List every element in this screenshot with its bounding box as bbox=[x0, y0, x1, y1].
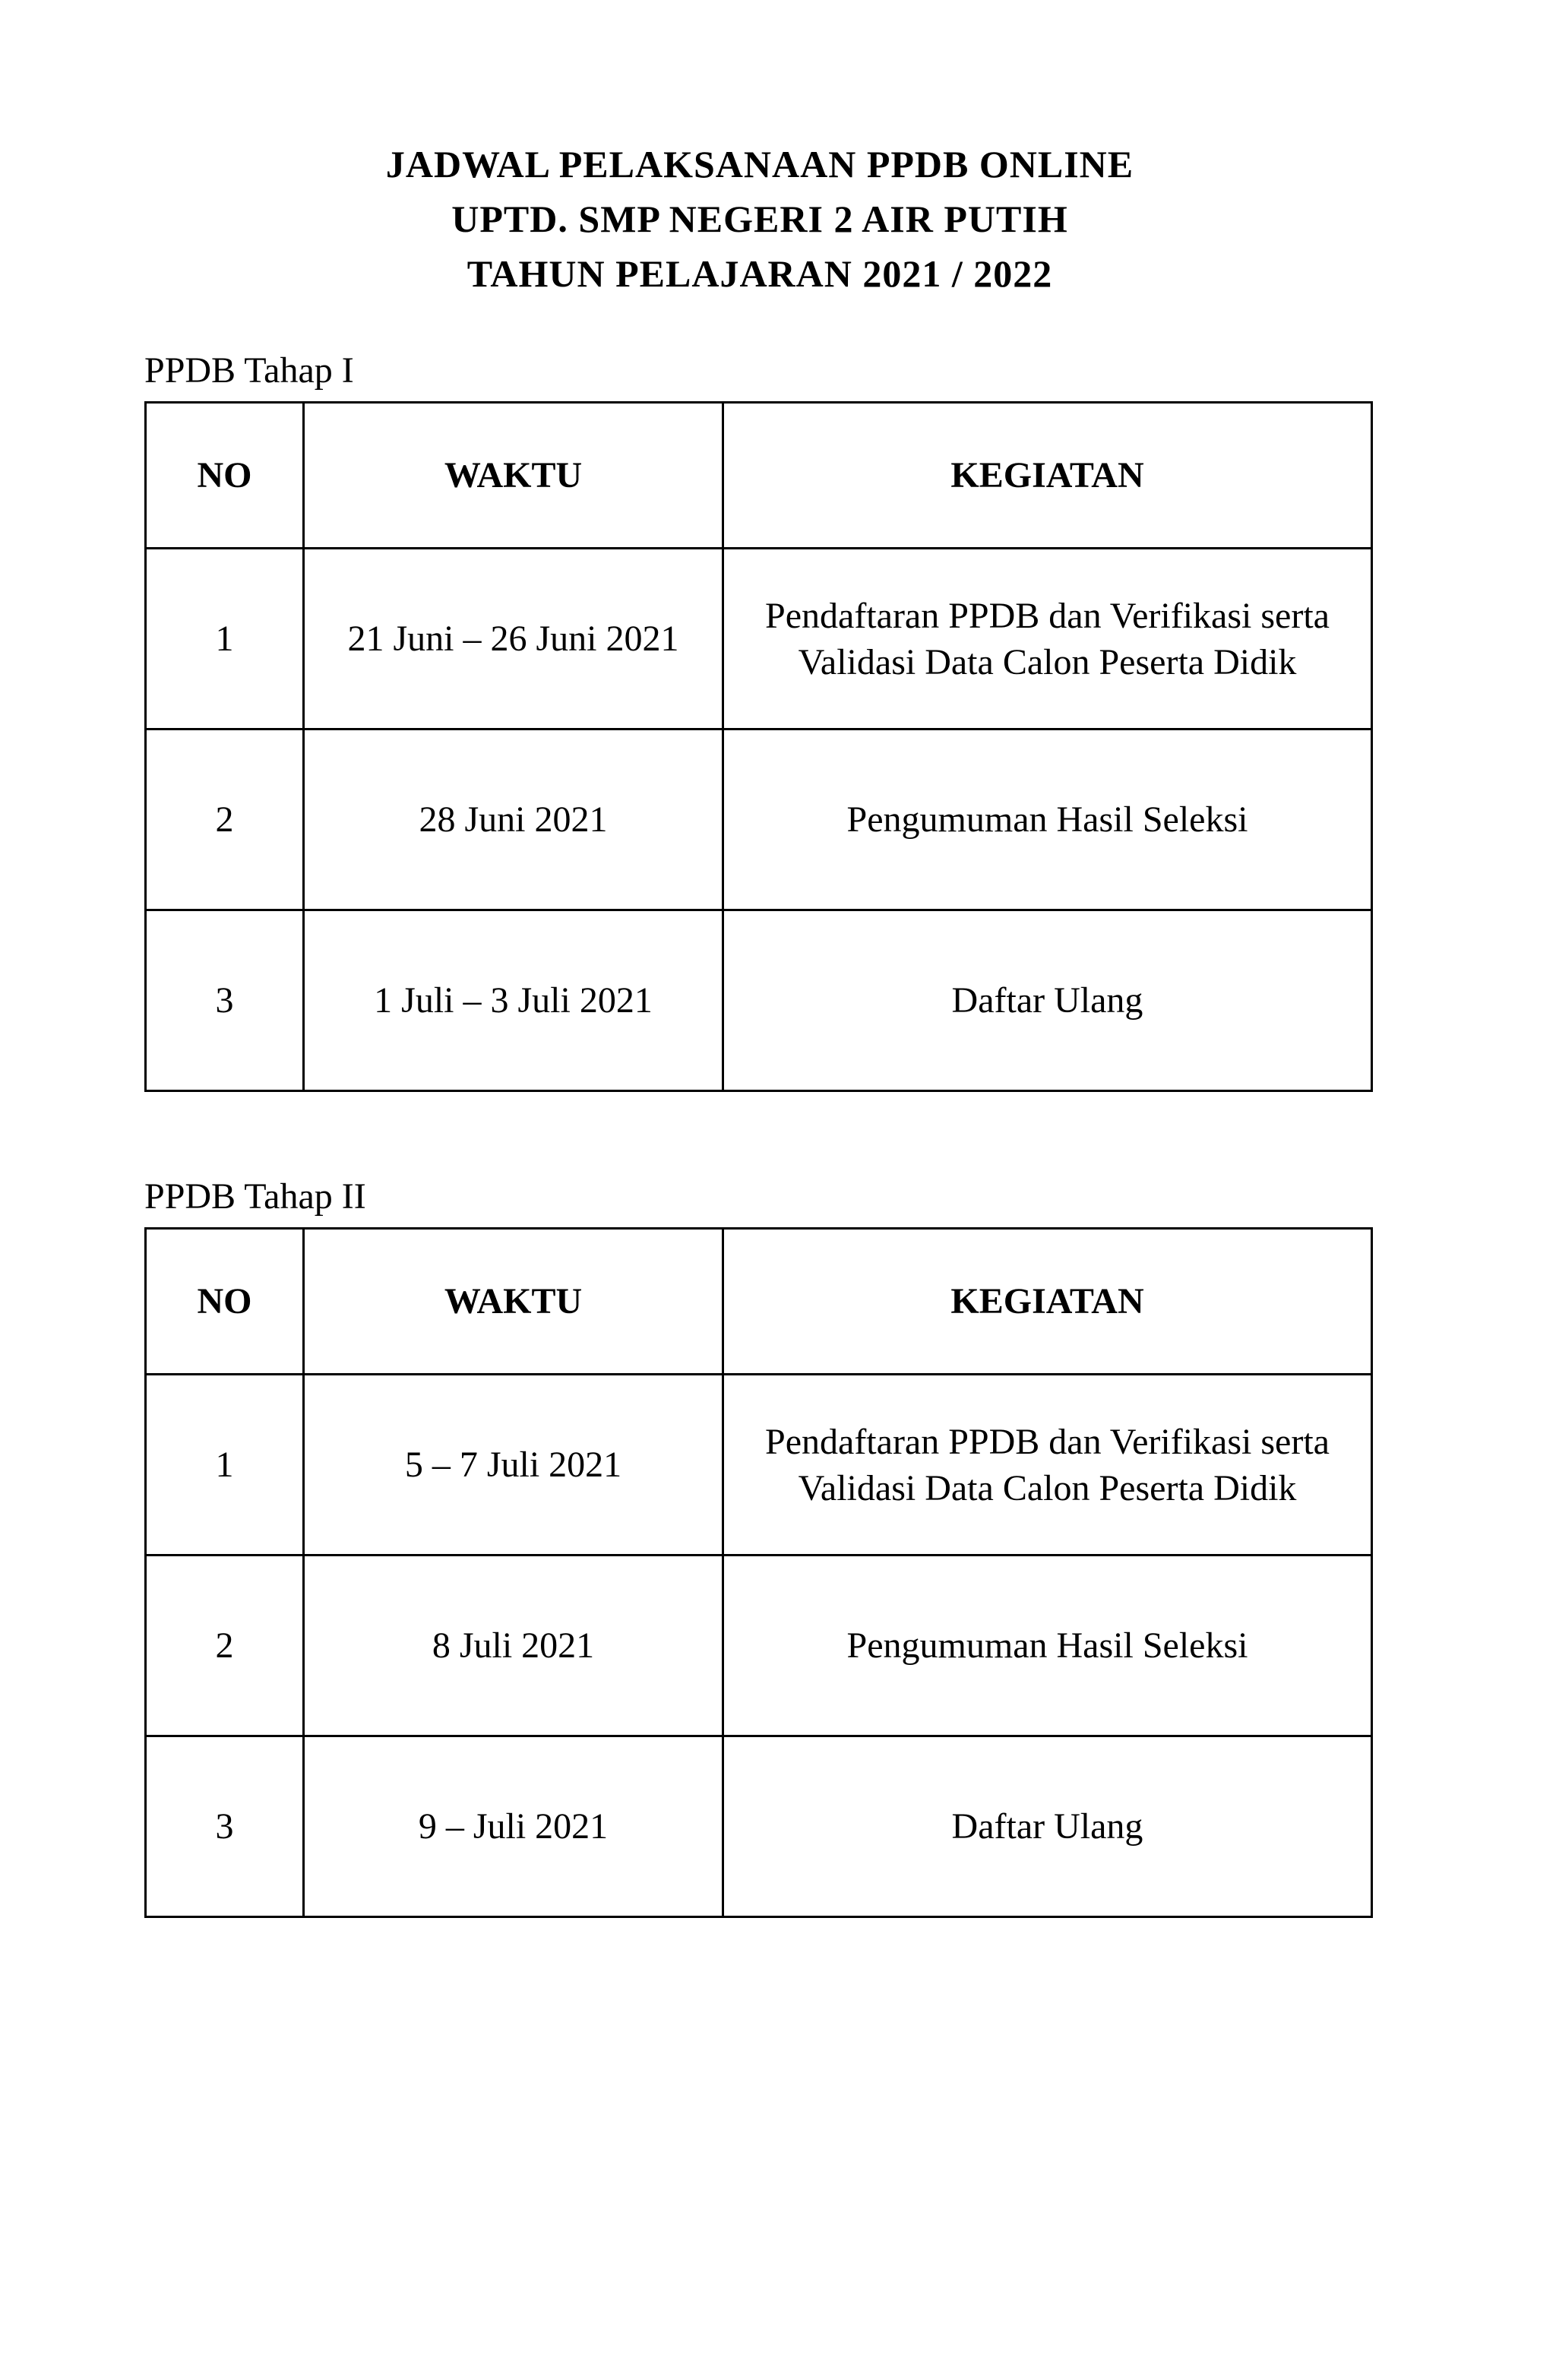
cell-kegiatan: Pengumuman Hasil Seleksi bbox=[723, 1556, 1372, 1736]
cell-waktu: 21 Juni – 26 Juni 2021 bbox=[304, 549, 723, 730]
tahap1-label: PPDB Tahap I bbox=[144, 350, 354, 391]
table-row bbox=[146, 549, 1372, 730]
cell-no: 2 bbox=[146, 1556, 304, 1736]
header-waktu: WAKTU bbox=[304, 403, 723, 549]
cell-waktu: 9 – Juli 2021 bbox=[304, 1736, 723, 1917]
cell-no: 3 bbox=[146, 910, 304, 1091]
table-row bbox=[146, 1556, 1372, 1736]
header-no: NO bbox=[146, 403, 304, 549]
tahap2-table bbox=[144, 1227, 1373, 1918]
cell-kegiatan: Daftar Ulang bbox=[723, 910, 1372, 1091]
title-line-3: TAHUN PELAJARAN 2021 / 2022 bbox=[466, 252, 1053, 295]
title-line-2: UPTD. SMP NEGERI 2 AIR PUTIH bbox=[451, 198, 1068, 240]
cell-no: 3 bbox=[146, 1736, 304, 1917]
cell-waktu: 5 – 7 Juli 2021 bbox=[304, 1375, 723, 1556]
cell-waktu: 8 Juli 2021 bbox=[304, 1556, 723, 1736]
cell-no: 1 bbox=[146, 549, 304, 730]
cell-kegiatan: Pendaftaran PPDB dan Verifikasi serta Validasi Data Calon Peserta Didik bbox=[723, 1375, 1372, 1556]
cell-waktu: 1 Juli – 3 Juli 2021 bbox=[304, 910, 723, 1091]
table-row bbox=[146, 730, 1372, 910]
table-header-row bbox=[146, 403, 1372, 549]
cell-waktu: 28 Juni 2021 bbox=[304, 730, 723, 910]
header-kegiatan: KEGIATAN bbox=[723, 403, 1372, 549]
table-row bbox=[146, 910, 1372, 1091]
table-row bbox=[146, 1375, 1372, 1556]
cell-no: 2 bbox=[146, 730, 304, 910]
header-no: NO bbox=[146, 1229, 304, 1375]
document-title bbox=[0, 137, 1520, 301]
table-row bbox=[146, 1736, 1372, 1917]
header-waktu: WAKTU bbox=[304, 1229, 723, 1375]
header-kegiatan: KEGIATAN bbox=[723, 1229, 1372, 1375]
cell-no: 1 bbox=[146, 1375, 304, 1556]
tahap1-table bbox=[144, 401, 1373, 1092]
tahap2-label: PPDB Tahap II bbox=[144, 1176, 366, 1217]
cell-kegiatan: Pendaftaran PPDB dan Verifikasi serta Validasi Data Calon Peserta Didik bbox=[723, 549, 1372, 730]
table-header-row bbox=[146, 1229, 1372, 1375]
cell-kegiatan: Pengumuman Hasil Seleksi bbox=[723, 730, 1372, 910]
title-line-1: JADWAL PELAKSANAAN PPDB ONLINE bbox=[385, 143, 1134, 185]
cell-kegiatan: Daftar Ulang bbox=[723, 1736, 1372, 1917]
